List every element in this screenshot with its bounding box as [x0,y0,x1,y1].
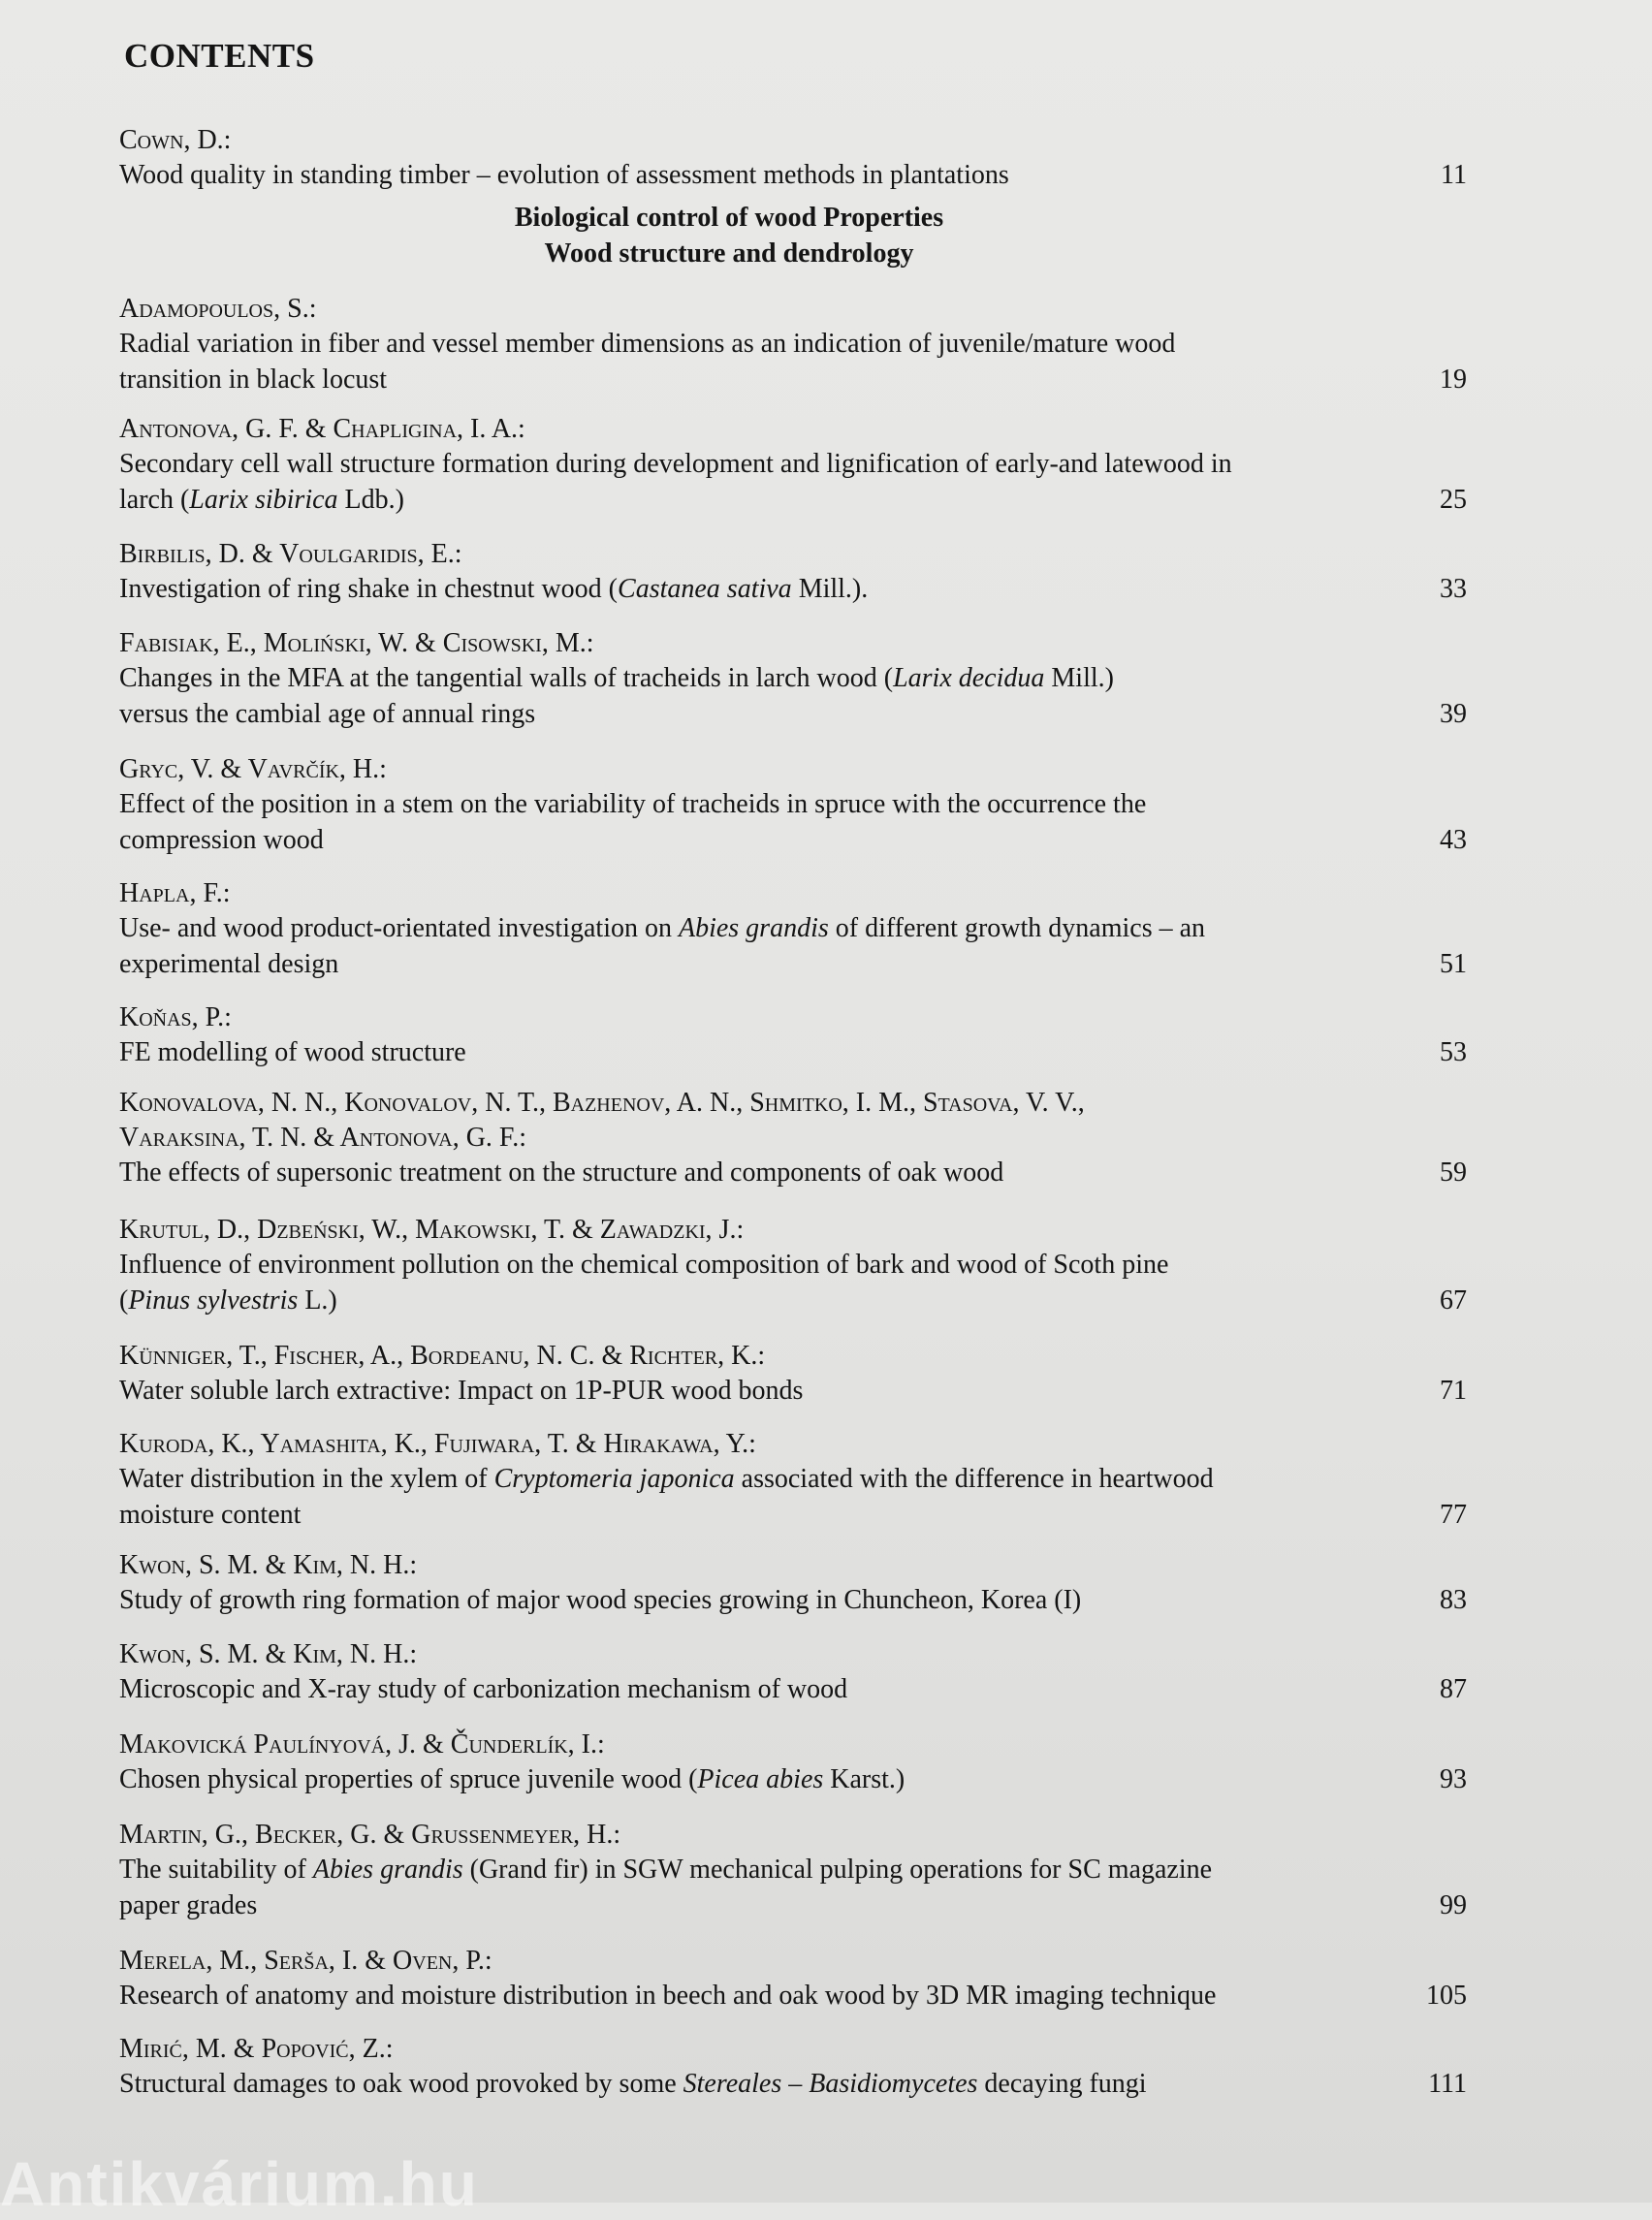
entry-page-number: 33 [1440,574,1467,604]
entry-title: moisture content [119,1500,302,1530]
entry-page-number: 93 [1440,1764,1467,1794]
entry-authors: Cown, D.: [119,125,232,155]
entry-title-line [119,1852,1467,1887]
entry-title: Use- and wood product-orientated investigation on Abies grandis of different growth dynamics – an [119,913,1206,943]
entry-page-number: 99 [1440,1890,1467,1920]
entry-title-line [119,786,1467,822]
entry-authors: Kwon, S. M. & Kim, N. H.: [119,1639,418,1669]
entry-title: Chosen physical properties of spruce juvenile wood (Picea abies Karst.) [119,1764,905,1794]
entry-title-line [119,822,1467,858]
entry-title: Wood quality in standing timber – evolution of assessment methods in plantations [119,160,1009,190]
entry-title: The effects of supersonic treatment on the structure and components of oak wood [119,1158,1004,1188]
entry-page-number: 83 [1440,1585,1467,1615]
toc-entry [119,1212,1467,1318]
entry-title: Influence of environment pollution on the chemical composition of bark and wood of Scoth pine [119,1250,1169,1280]
entry-authors: Konovalova, N. N., Konovalov, N. T., Bazhenov, A. N., Shmitko, I. M., Stasova, V. V., [119,1088,1085,1118]
entry-title: The suitability of Abies grandis (Grand fir) in SGW mechanical pulping operations for SC magazine [119,1855,1213,1885]
entry-title-line [119,1155,1467,1190]
entry-title: Changes in the MFA at the tangential walls of tracheids in larch wood (Larix decidua Mill.) [119,663,1114,693]
entry-authors: Adamopoulos, S.: [119,294,317,324]
entry-title-line [119,482,1467,518]
toc-entry [119,1085,1467,1190]
entry-title: Water distribution in the xylem of Cryptomeria japonica associated with the difference in heartwood [119,1464,1214,1494]
entry-title: versus the cambial age of annual rings [119,699,536,729]
toc-entry [119,1943,1467,2014]
entry-page-number: 111 [1428,2069,1467,2099]
entry-authors: Koňas, P.: [119,1002,232,1032]
entry-title: (Pinus sylvestris L.) [119,1285,337,1316]
species-name: Larix decidua [893,663,1045,693]
section-heading-1: Biological control of wood Properties [514,203,944,233]
watermark: Antikvárium.hu [0,2149,479,2219]
toc-entry [119,2031,1467,2102]
entry-title: Structural damages to oak wood provoked by some Stereales – Basidiomycetes decaying fungi [119,2069,1147,2099]
entry-title: Study of growth ring formation of major wood species growing in Chuncheon, Korea (I) [119,1585,1082,1615]
toc-entry [119,1817,1467,1923]
entry-authors: Kuroda, K., Yamashita, K., Fujiwara, T. & Hirakawa, Y.: [119,1429,756,1459]
entry-title-line [119,1034,1467,1070]
entry-authors: Gryc, V. & Vavrčík, H.: [119,754,387,784]
species-name: Abies grandis [312,1855,463,1885]
entry-title-line [119,1887,1467,1923]
entry-page-number: 25 [1440,485,1467,515]
entry-page-number: 105 [1426,1981,1467,2011]
entry-title-line [119,1978,1467,2014]
toc-entry [119,536,1467,607]
entry-title: FE modelling of wood structure [119,1037,466,1067]
entry-authors: Künniger, T., Fischer, A., Bordeanu, N. C. & Richter, K.: [119,1341,766,1371]
species-name: Stereales – Basidiomycetes [683,2069,978,2099]
entry-title: Investigation of ring shake in chestnut wood (Castanea sativa Mill.). [119,574,869,604]
entry-authors: Kwon, S. M. & Kim, N. H.: [119,1550,418,1580]
entry-title-line [119,1582,1467,1618]
entry-page-number: 39 [1440,699,1467,729]
toc-entry [119,1636,1467,1707]
entry-authors: Martin, G., Becker, G. & Grussenmeyer, H.: [119,1820,621,1850]
entry-authors: Hapla, F.: [119,878,231,908]
toc-entry [119,122,1467,193]
entry-title-line [119,1497,1467,1533]
entry-authors: Merela, M., Serša, I. & Oven, P.: [119,1946,492,1976]
entry-authors: Birbilis, D. & Voulgaridis, E.: [119,539,462,569]
entry-authors: Varaksina, T. N. & Antonova, G. F.: [119,1123,527,1153]
species-name: Cryptomeria japonica [493,1464,735,1494]
entry-page-number: 87 [1440,1674,1467,1704]
species-name: Castanea sativa [618,574,792,604]
entry-authors: Mirić, M. & Popović, Z.: [119,2034,394,2064]
entry-authors: Krutul, D., Dzbeński, W., Makowski, T. & Zawadzki, J.: [119,1215,745,1245]
toc-entry [119,625,1467,732]
entry-page-number: 19 [1440,365,1467,395]
entry-title-line [119,446,1467,482]
entry-title: Research of anatomy and moisture distribution in beech and oak wood by 3D MR imaging technique [119,1981,1217,2011]
entry-title-line [119,1461,1467,1497]
entry-page-number: 59 [1440,1158,1467,1188]
entry-title-line [119,660,1467,696]
entry-title-line [119,1283,1467,1318]
entry-page-number: 71 [1440,1376,1467,1406]
entry-title: Microscopic and X-ray study of carbonization mechanism of wood [119,1674,848,1704]
entry-title: Radial variation in fiber and vessel member dimensions as an indication of juvenile/mature wood [119,329,1176,359]
toc-entry [119,291,1467,397]
species-name: Picea abies [697,1764,824,1794]
entry-title: compression wood [119,825,324,855]
entry-title-line [119,1671,1467,1707]
entry-page-number: 43 [1440,825,1467,855]
entry-title-line [119,362,1467,397]
page-title: CONTENTS [124,37,315,75]
entry-authors: Antonova, G. F. & Chapligina, I. A.: [119,414,525,444]
entry-page-number: 77 [1440,1500,1467,1530]
toc-entry [119,1727,1467,1797]
entry-title-line [119,1373,1467,1409]
entry-title: paper grades [119,1890,258,1920]
toc-entry [119,1547,1467,1618]
entry-title-line [119,910,1467,946]
entry-title: Secondary cell wall structure formation during development and lignification of early-and latewood in [119,449,1232,479]
species-name: Abies grandis [678,913,829,943]
entry-page-number: 53 [1440,1037,1467,1067]
entry-authors: Fabisiak, E., Moliński, W. & Cisowski, M.: [119,628,594,658]
entry-title: transition in black locust [119,365,388,395]
entry-title-line [119,696,1467,732]
toc-entry [119,875,1467,982]
species-name: Pinus sylvestris [128,1285,299,1316]
entry-title-line [119,2066,1467,2102]
entry-title-line [119,1247,1467,1283]
entry-page-number: 11 [1441,160,1467,190]
entry-page-number: 51 [1440,949,1467,979]
entry-title-line [119,946,1467,982]
entry-authors: Makovická Paulínyová, J. & Čunderlík, I.: [119,1729,605,1760]
entry-page-number: 67 [1440,1285,1467,1316]
toc-entry [119,751,1467,858]
entry-title-line [119,571,1467,607]
entry-title-line [119,326,1467,362]
species-name: Larix sibirica [189,485,338,515]
entry-title: experimental design [119,949,339,979]
section-heading-2: Wood structure and dendrology [544,238,914,269]
toc-entry [119,999,1467,1070]
entry-title-line [119,1761,1467,1797]
toc-entry [119,1338,1467,1409]
toc-entry [119,1426,1467,1533]
entry-title-line [119,157,1467,193]
entry-title: Effect of the position in a stem on the variability of tracheids in spruce with the occurrence the [119,789,1147,819]
entry-title: Water soluble larch extractive: Impact on 1P-PUR wood bonds [119,1376,804,1406]
entry-title: larch (Larix sibirica Ldb.) [119,485,404,515]
toc-entry [119,411,1467,518]
